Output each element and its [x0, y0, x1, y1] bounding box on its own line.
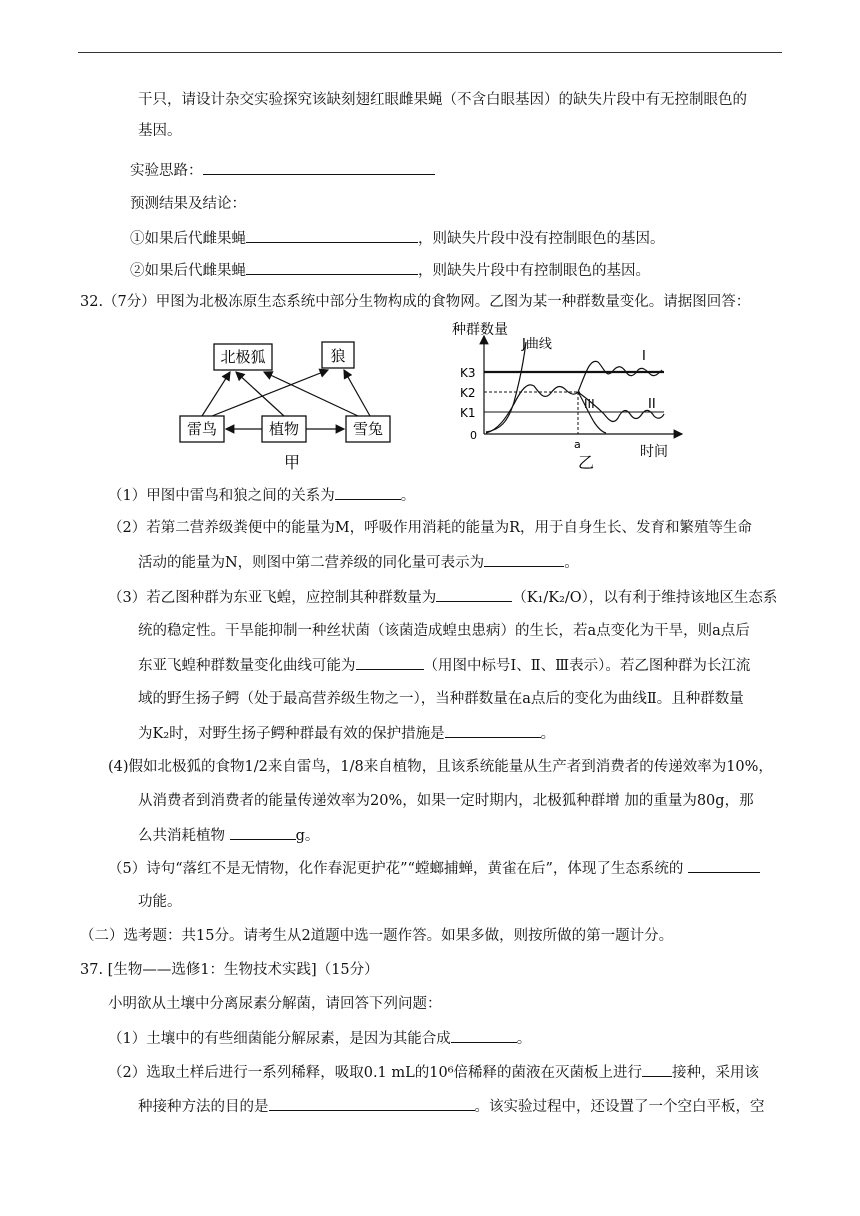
p3-blank1[interactable] — [436, 587, 512, 602]
q37-p2-line2 — [138, 1096, 765, 1117]
q37-p2-blank2[interactable] — [269, 1096, 475, 1111]
header-rule — [78, 52, 782, 53]
curve-1-label: I — [642, 349, 646, 364]
q37-p1-text: （1）土壤中的有些细菌能分解尿素，是因为其能合成 — [108, 1031, 451, 1047]
q32-p5-line1 — [108, 858, 760, 879]
result1-blank[interactable] — [246, 228, 418, 243]
q37-p2-text-a: （2）选取土样后进行一系列稀释，吸取0.1 mL的10⁶倍稀释的菌液在灭菌板上进行 — [108, 1065, 643, 1081]
arrow-hare-wolf — [344, 370, 370, 416]
wolf-label: 狼 — [330, 347, 346, 365]
k3-tick: K3 — [460, 366, 476, 380]
q37-stem: 小明欲从土壤中分离尿素分解菌，请回答下列问题： — [108, 996, 442, 1012]
plant-label: 植物 — [268, 420, 300, 438]
q37-title: 37. [生物——选修1：生物技术实践]（15分） — [80, 962, 379, 978]
q32-p3-line4: 域的野生扬子鳄（处于最高营养级生物之一），当种群数量在a点后的变化为曲线Ⅱ。且种群数量 — [138, 691, 744, 707]
idea-label: 实验思路： — [130, 163, 203, 179]
q31-line2: 基因。 — [138, 123, 182, 139]
q32-p3-line3 — [138, 655, 750, 676]
p3-text-e: 为K₂时，对野生扬子鳄种群最有效的保护措施是 — [138, 726, 445, 742]
food-web-figure — [172, 334, 404, 474]
q37-p2-text-d: 。该实验过程中，还设置了一个空白平板，空 — [474, 1099, 765, 1115]
q37-p2-line1 — [108, 1062, 759, 1083]
a-label: a — [574, 438, 581, 451]
p1-text: （1）甲图中雷鸟和狼之间的关系为 — [108, 488, 335, 504]
q32-p4-line3 — [138, 825, 319, 846]
result1-suffix: ，则缺失片段中没有控制眼色的基因。 — [418, 231, 665, 247]
q37-p1 — [108, 1028, 531, 1049]
population-chart-caption: 乙 — [577, 453, 595, 472]
q31-line1: 干只，请设计杂交实验探究该缺刻翅红眼雌果蝇（不含白眼基因）的缺失片段中有无控制眼色的 — [138, 92, 747, 108]
x-axis-label: 时间 — [640, 444, 668, 460]
j-curve — [486, 342, 526, 432]
p3-text-b: （K₁/K₂/O），以有利于维持该地区生态系 — [512, 590, 778, 606]
q37-p2-text-c: 种接种方法的目的是 — [138, 1099, 269, 1115]
k2-tick: K2 — [460, 386, 476, 400]
p3-end: 。 — [540, 726, 556, 742]
p5-blank[interactable] — [688, 858, 760, 873]
q32-p2-line1: （2）若第二营养级粪便中的能量为M，呼吸作用消耗的能量为R，用于自身生长、发育和繁殖等生命 — [108, 520, 752, 536]
j-curve-label: J曲线 — [522, 337, 552, 352]
q32-p5-line2: 功能。 — [138, 894, 182, 910]
q32-p1 — [108, 485, 415, 506]
q32-p4-line1: (4)假如北极狐的食物1/2来自雷鸟，1/8来自植物，且该系统能量从生产者到消费者的传递效率为10%， — [108, 759, 773, 775]
population-chart — [450, 322, 690, 472]
p3-text-d: （用图中标号Ⅰ、Ⅱ、Ⅲ表示）。若乙图种群为长江流 — [423, 658, 751, 674]
q37-p2-blank1[interactable] — [642, 1062, 672, 1077]
p5-text: （5）诗句“落红不是无情物，化作春泥更护花”“螳螂捕蝉，黄雀在后”，体现了生态系统的 — [108, 861, 684, 877]
fox-label: 北极狐 — [220, 348, 266, 366]
curve-3-label: III — [584, 397, 595, 411]
p3-blank3[interactable] — [445, 723, 541, 738]
q31-result1 — [130, 228, 665, 249]
k1-tick: K1 — [460, 406, 476, 420]
idea-blank[interactable] — [203, 160, 435, 175]
p4-unit: g。 — [295, 828, 320, 844]
q32-p3-line5 — [138, 723, 555, 744]
p4-text: 么共消耗植物 — [138, 828, 225, 844]
p2-blank[interactable] — [484, 552, 564, 567]
result1-prefix: ①如果后代雌果蝇 — [130, 231, 246, 247]
q32-stem: 32.（7分）甲图为北极冻原生态系统中部分生物构成的食物网。乙图为某一种群数量变化。请据图回答： — [80, 294, 751, 310]
q32-p4-line2: 从消费者到消费者的能量传递效率为20%，如果一定时期内，北极狐种群增 加的重量为80g，那 — [138, 793, 754, 809]
q37-p1-blank[interactable] — [451, 1028, 517, 1043]
q31-idea — [130, 160, 435, 181]
p2-text: 活动的能量为N，则图中第二营养级的同化量可表示为 — [138, 555, 485, 571]
curve-1 — [578, 361, 662, 392]
p2-end: 。 — [564, 555, 579, 571]
result2-suffix: ，则缺失片段中有控制眼色的基因。 — [418, 263, 650, 279]
p3-text-c: 东亚飞蝗种群数量变化曲线可能为 — [138, 658, 356, 674]
p3-blank2[interactable] — [356, 655, 424, 670]
arrow-grouse-wolf — [212, 370, 328, 416]
p4-blank[interactable] — [230, 825, 296, 840]
q32-p3-line1 — [108, 587, 777, 608]
q37-p2-text-b: 接种，采用该 — [672, 1065, 760, 1081]
curve-2-label: II — [648, 397, 656, 412]
p1-blank[interactable] — [335, 485, 401, 500]
arrow-hare-fox — [264, 372, 358, 416]
q31-result2 — [130, 260, 650, 281]
origin-label: 0 — [470, 429, 477, 442]
grouse-label: 雷鸟 — [186, 420, 218, 438]
q31-predict-label: 预测结果及结论： — [130, 196, 246, 212]
arrow-grouse-fox — [202, 372, 230, 416]
result2-blank[interactable] — [246, 260, 418, 275]
q32-p3-line2: 统的稳定性。干旱能抑制一种丝状菌（该菌造成蝗虫患病）的生长，若a点变化为干旱，则a点后 — [138, 623, 750, 639]
q32-p2-line2 — [138, 552, 579, 573]
p1-end: 。 — [400, 488, 416, 504]
section2-header: （二）选考题：共15分。请考生从2道题中选一题作答。如果多做，则按所做的第一题计分。 — [80, 928, 674, 944]
food-web-caption: 甲 — [283, 453, 301, 472]
hare-label: 雪兔 — [352, 420, 384, 438]
result2-prefix: ②如果后代雌果蝇 — [130, 263, 246, 279]
q37-p1-end: 。 — [516, 1031, 532, 1047]
p3-text-a: （3）若乙图种群为东亚飞蝗，应控制其种群数量为 — [108, 590, 437, 606]
y-axis-label: 种群数量 — [452, 322, 508, 338]
